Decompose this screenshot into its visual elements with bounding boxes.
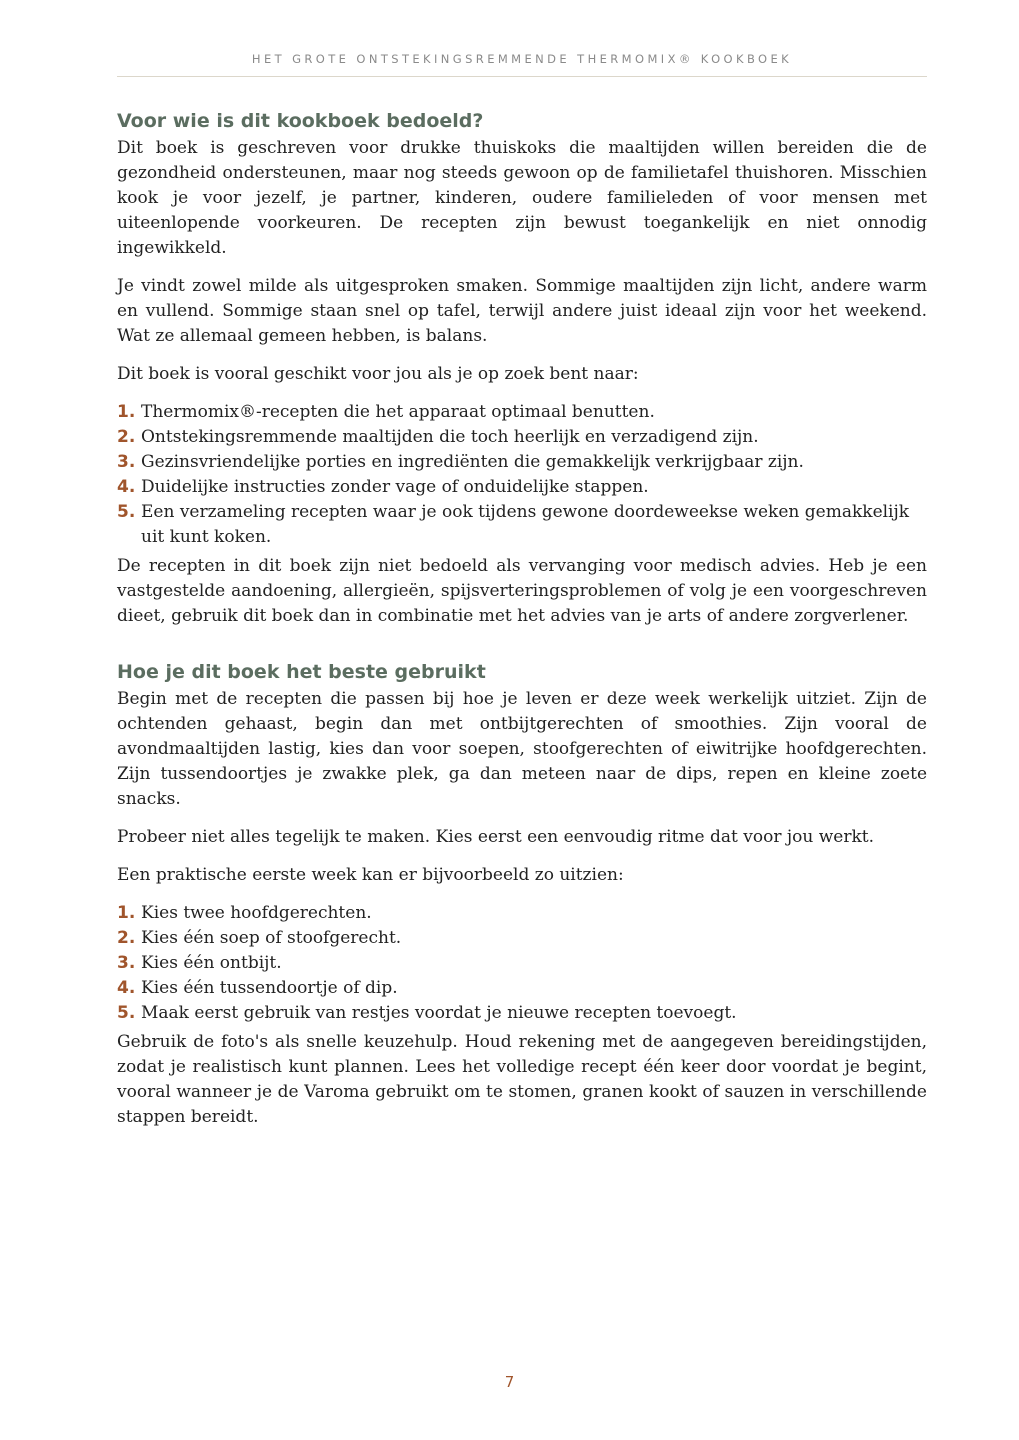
- list-item-text: Maak eerst gebruik van restjes voordat je nieuwe recepten toevoegt.: [141, 1003, 737, 1023]
- running-header: HET GROTE ONTSTEKINGSREMMENDE THERMOMIX® KOOKBOEK: [251, 52, 793, 66]
- list-number: 4.: [117, 978, 136, 998]
- list-number: 2.: [117, 427, 136, 447]
- list-number: 4.: [117, 477, 136, 497]
- paragraph: Dit boek is vooral geschikt voor jou als je op zoek bent naar:: [117, 364, 639, 384]
- list-item-text: Een verzameling recepten waar je ook tijdens gewone doordeweekse weken gemakkelijk uit kunt koken.: [141, 502, 910, 547]
- paragraph: Gebruik de foto's als snelle keuzehulp. Houd rekening met de aangegeven bereidingstijden, zodat je realistisch kunt plannen. Lees het volledige recept één keer door voordat je begint, vooral wanneer je de Varoma gebruikt om te stomen, granen kookt of sauzen in verschillende stappen bereidt.: [117, 1032, 927, 1127]
- list-number: 5.: [117, 502, 136, 522]
- list-item: [117, 500, 927, 550]
- paragraph: Dit boek is geschreven voor drukke thuiskoks die maaltijden willen bereiden die de gezondheid ondersteunen, maar nog steeds gewoon op de familietafel thuishoren. Misschien kook je voor jezelf, je partner, kinderen, oudere familieleden of voor mensen met uiteenlopende voorkeuren. De recepten zijn bewust toegankelijk en niet onnodig ingewikkeld.: [117, 138, 927, 258]
- list-item: [117, 901, 927, 926]
- list-item: [117, 475, 927, 500]
- list-number: 3.: [117, 452, 136, 472]
- paragraph: Je vindt zowel milde als uitgesproken smaken. Sommige maaltijden zijn licht, andere warm en vullend. Sommige staan snel op tafel, terwijl andere juist ideaal zijn voor het weekend. Wat ze allemaal gemeen hebben, is balans.: [117, 276, 927, 346]
- paragraph: Een praktische eerste week kan er bijvoorbeeld zo uitzien:: [117, 865, 624, 885]
- section-heading-target-audience: Voor wie is dit kookboek bedoeld?: [117, 110, 484, 132]
- list-number: 1.: [117, 903, 136, 923]
- list-number: 5.: [117, 1003, 136, 1023]
- paragraph-medical-disclaimer: De recepten in dit boek zijn niet bedoeld als vervanging voor medisch advies. Heb je een vastgestelde aandoening, allergieën, spijsverteringsproblemen of volg je een voorgeschreven dieet, gebruik dit boek dan in combinatie met het advies van je arts of andere zorgverlener.: [117, 556, 927, 626]
- header-divider: [117, 76, 927, 77]
- numbered-list-audience: [117, 400, 927, 550]
- list-number: 2.: [117, 928, 136, 948]
- paragraph: Probeer niet alles tegelijk te maken. Kies eerst een eenvoudig ritme dat voor jou werkt.: [117, 827, 875, 847]
- page-number: 7: [504, 1373, 515, 1391]
- list-item: [117, 450, 927, 475]
- list-number: 3.: [117, 953, 136, 973]
- list-number: 1.: [117, 402, 136, 422]
- list-item: [117, 400, 927, 425]
- list-item-text: Kies één soep of stoofgerecht.: [141, 928, 402, 948]
- numbered-list-first-week: [117, 901, 927, 1026]
- list-item: [117, 926, 927, 951]
- list-item-text: Kies één tussendoortje of dip.: [141, 978, 398, 998]
- section-heading-how-to-use: Hoe je dit boek het beste gebruikt: [117, 661, 486, 683]
- list-item-text: Kies één ontbijt.: [141, 953, 282, 973]
- list-item-text: Duidelijke instructies zonder vage of onduidelijke stappen.: [141, 477, 649, 497]
- list-item: [117, 951, 927, 976]
- list-item-text: Thermomix®-recepten die het apparaat optimaal benutten.: [141, 402, 655, 422]
- page-content: [117, 108, 927, 1143]
- list-item-text: Gezinsvriendelijke porties en ingrediënten die gemakkelijk verkrijgbaar zijn.: [141, 452, 804, 472]
- list-item: [117, 1001, 927, 1026]
- list-item-text: Kies twee hoofdgerechten.: [141, 903, 372, 923]
- paragraph: Begin met de recepten die passen bij hoe je leven er deze week werkelijk uitziet. Zijn de ochtenden gehaast, begin dan met ontbijtgerechten of smoothies. Zijn vooral de avondmaaltijden lastig, kies dan voor soepen, stoofgerechten of eiwitrijke hoofdgerechten. Zijn tussendoortjes je zwakke plek, ga dan meteen naar de dips, repen en kleine zoete snacks.: [117, 689, 927, 809]
- list-item: [117, 976, 927, 1001]
- list-item: [117, 425, 927, 450]
- list-item-text: Ontstekingsremmende maaltijden die toch heerlijk en verzadigend zijn.: [141, 427, 759, 447]
